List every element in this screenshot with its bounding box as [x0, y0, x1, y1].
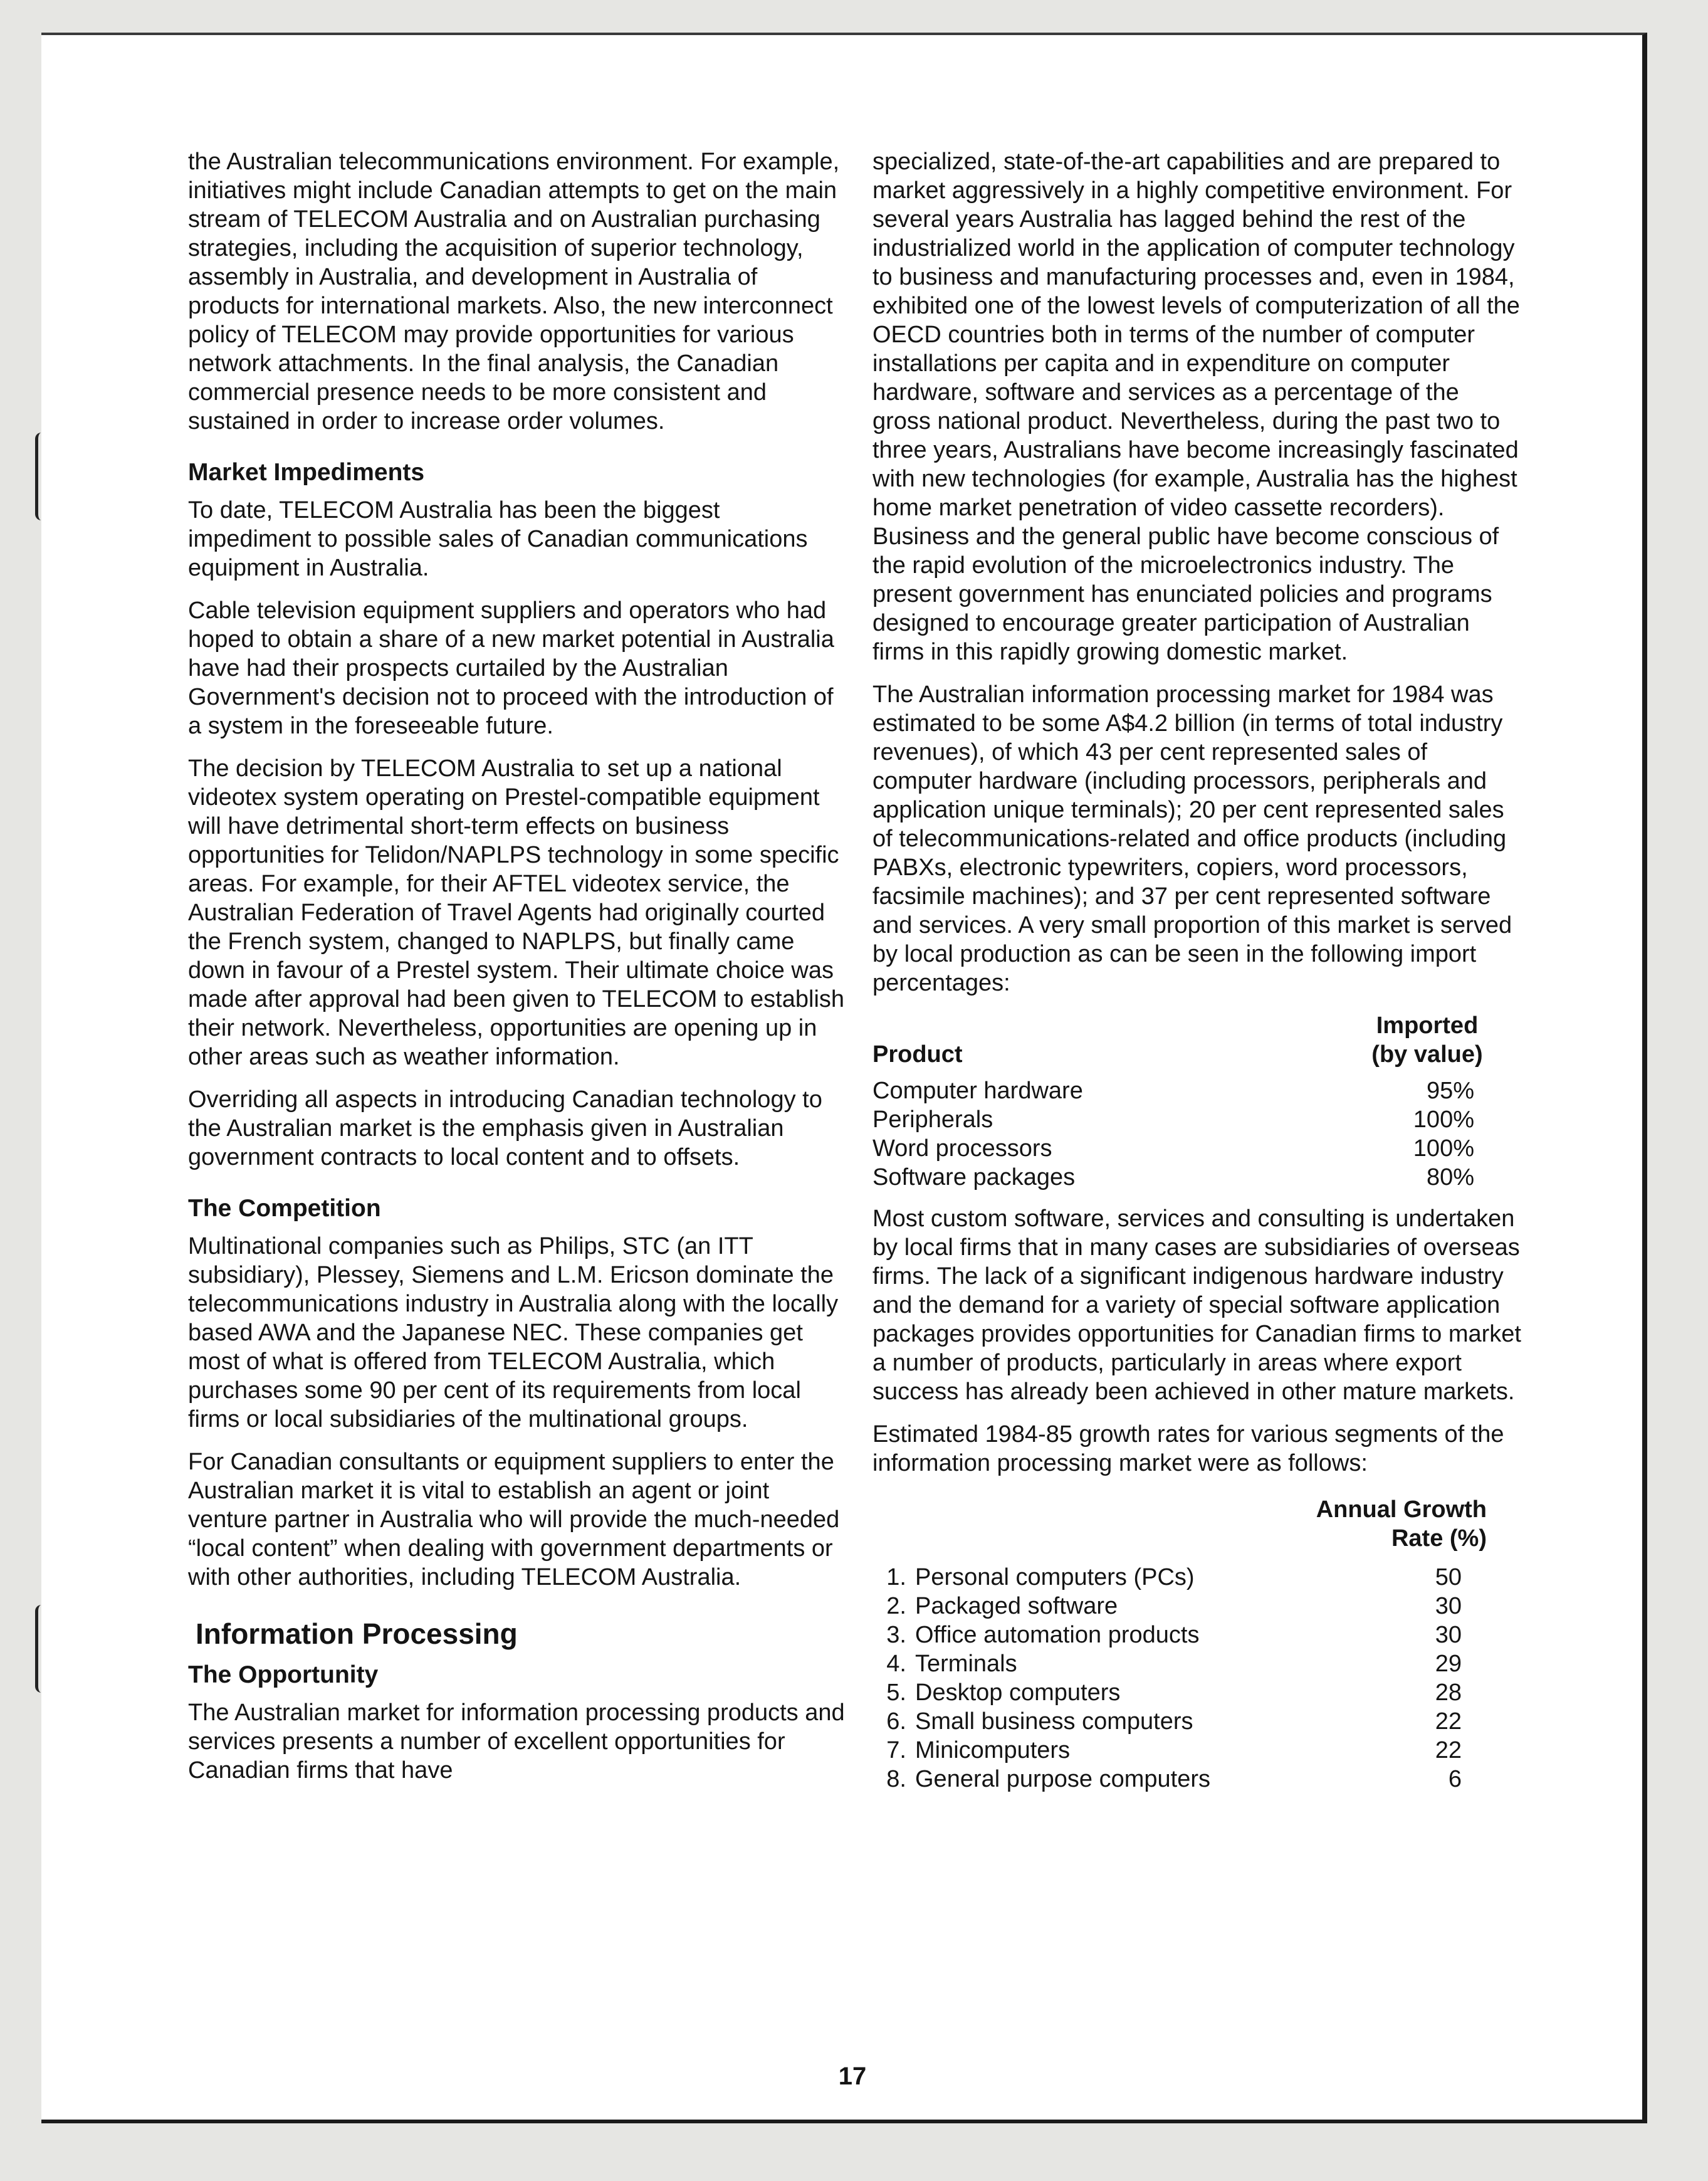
paragraph: Most custom software, services and consulting is undertaken by local firms that in many cases are subsidiaries of overseas firms. The lack of a significant indigenous hardware industry and the demand for a variety of special software application packages provides opportunities for Canadian firms to market a number of products, particularly in areas where export success has already been achieved in other mature markets. [872, 1206, 1521, 1405]
growth-segment-cell: General purpose computers [915, 1766, 1211, 1792]
growth-table-row [872, 1707, 1506, 1736]
paragraph: The Australian market for information processing products and services presents a number of excellent opportunities for Canadian firms that have [188, 1700, 845, 1784]
growth-row-number: 6. [886, 1708, 906, 1735]
paragraph: Cable television equipment suppliers and operators who had hoped to obtain a share of a new market potential in Australia have had their prospects curtailed by the Australian Government's decision not to proceed with the introduction of a system in the foreseeable future. [188, 597, 834, 739]
growth-header-line2: Rate (%) [1391, 1525, 1487, 1552]
opportunity-body [188, 1698, 846, 1785]
growth-rate-cell: 30 [1435, 1622, 1462, 1648]
import-value-cell: 100% [1413, 1106, 1474, 1133]
growth-table-row [872, 1736, 1506, 1765]
left-column [188, 147, 846, 1799]
right-body-2 [872, 1204, 1521, 1478]
opportunity-heading: The Opportunity [188, 1661, 379, 1688]
import-value-cell: 95% [1426, 1078, 1474, 1104]
growth-segment-cell: Small business computers [915, 1708, 1193, 1735]
paragraph: The decision by TELECOM Australia to set up a national videotex system operating on Prestel-compatible equipment will have detrimental short-term effects on business opportunities for Telidon/NAPLPS technology in some specific areas. For example, for their AFTEL videotex service, the Australian Federation of Travel Agents had originally courted the French system, changed to NAPLPS, but finally came down in favour of a Prestel system. Their ultimate choice was made after approval had been given to TELECOM to establish their network. Nevertheless, opportunities are opening up in other areas such as weather information. [188, 755, 845, 1070]
paragraph: specialized, state-of-the-art capabilities and are prepared to market aggressively in a highly competitive environment. For several years Australia has lagged behind the rest of the industrialized world in the application of computer technology to business and manufacturing processes and, even in 1984, exhibited one of the lowest levels of computerization of all the OECD countries both in terms of the number of computer installations per capita and in expenditure on computer hardware, software and services as a percentage of the gross national product. Nevertheless, during the past two to three years, Australians have become increasingly fascinated with new technologies (for example, Australia has the highest home market penetration of video cassette recorders). Business and the general public have become conscious of the rapid evolution of the microelectronics industry. The present government has enunciated policies and programs designed to encourage greater participation of Australian firms in this rapidly growing domestic market. [872, 149, 1520, 665]
import-table-header [872, 1011, 1506, 1069]
growth-row-number: 8. [886, 1766, 906, 1792]
import-table-row [872, 1076, 1506, 1105]
paragraph: Multinational companies such as Philips, STC (an ITT subsidiary), Plessey, Siemens and L.M. Ericson dominate the telecommunications industry in Australia along with the locally based AWA and the Japanese NEC. These companies get most of what is offered from TELECOM Australia, which purchases some 90 per cent of its requirements from local firms or local subsidiaries of the multinational groups. [188, 1233, 839, 1432]
growth-rate-cell: 22 [1435, 1737, 1462, 1763]
growth-segment-cell: Office automation products [915, 1622, 1200, 1648]
import-table-row [872, 1105, 1506, 1134]
growth-row-number: 5. [886, 1679, 906, 1706]
imported-header-line2: (by value) [1371, 1041, 1483, 1068]
growth-table [872, 1495, 1506, 1794]
growth-segment-cell: Minicomputers [915, 1737, 1071, 1763]
right-column [872, 147, 1521, 1794]
right-body-1 [872, 147, 1521, 997]
growth-header-line1: Annual Growth [1316, 1496, 1487, 1523]
import-product-cell: Peripherals [872, 1106, 993, 1133]
growth-table-row [872, 1649, 1506, 1678]
import-value-cell: 80% [1426, 1164, 1474, 1190]
import-table-row [872, 1134, 1506, 1163]
growth-row-number: 1. [886, 1564, 906, 1590]
growth-rate-cell: 29 [1435, 1651, 1462, 1677]
growth-rate-cell: 28 [1435, 1679, 1462, 1706]
competition-body [188, 1232, 846, 1592]
import-table-rows [872, 1076, 1506, 1192]
growth-table-row [872, 1592, 1506, 1621]
paragraph: Estimated 1984-85 growth rates for various segments of the information processing market were as follows: [872, 1421, 1504, 1476]
import-table-imported-header [1349, 1011, 1506, 1069]
growth-segment-cell: Personal computers (PCs) [915, 1564, 1195, 1590]
growth-segment-cell: Packaged software [915, 1593, 1118, 1619]
growth-table-row [872, 1621, 1506, 1649]
growth-table-rows [872, 1563, 1506, 1794]
growth-row-number: 3. [886, 1622, 906, 1648]
import-table-row [872, 1163, 1506, 1192]
growth-rate-cell: 50 [1435, 1564, 1462, 1590]
imported-header-line1: Imported [1376, 1012, 1479, 1039]
import-product-cell: Computer hardware [872, 1078, 1083, 1104]
import-value-cell: 100% [1413, 1135, 1474, 1162]
import-product-cell: Software packages [872, 1164, 1076, 1190]
growth-row-number: 2. [886, 1593, 906, 1619]
paragraph: Overriding all aspects in introducing Canadian technology to the Australian market is the emphasis given in Australian government contracts to local content and to offsets. [188, 1086, 822, 1170]
growth-table-header [872, 1495, 1506, 1553]
growth-table-row [872, 1765, 1506, 1794]
growth-rate-cell: 6 [1448, 1766, 1462, 1792]
information-processing-heading: Information Processing [196, 1617, 518, 1650]
growth-table-row [872, 1678, 1506, 1707]
growth-rate-cell: 30 [1435, 1593, 1462, 1619]
import-product-cell: Word processors [872, 1135, 1052, 1162]
market-impediments-body [188, 496, 846, 1172]
import-table [872, 1011, 1506, 1192]
paragraph: the Australian telecommunications environment. For example, initiatives might include Canadian attempts to get on the main stream of TELECOM Australia and on Australian purchasing strategies, including the acquisition of superior technology, assembly in Australia, and development in Australia of products for international markets. Also, the new interconnect policy of TELECOM may provide opportunities for various network attachments. In the final analysis, the Canadian commercial presence needs to be more consistent and sustained in order to increase order volumes. [188, 149, 840, 434]
growth-table-row [872, 1563, 1506, 1592]
paragraph: For Canadian consultants or equipment suppliers to enter the Australian market it is vital to establish an agent or joint venture partner in Australia who will provide the much-needed “local content” when dealing with government departments or with other authorities, including TELECOM Australia. [188, 1449, 840, 1590]
market-impediments-heading: Market Impediments [188, 459, 425, 486]
growth-segment-cell: Desktop computers [915, 1679, 1121, 1706]
paragraph: To date, TELECOM Australia has been the biggest impediment to possible sales of Canadian communications equipment in Australia. [188, 497, 808, 581]
intro-continuation [188, 147, 846, 436]
page-number: 17 [838, 2063, 867, 2090]
growth-row-number: 7. [886, 1737, 906, 1763]
growth-rate-cell: 22 [1435, 1708, 1462, 1735]
paragraph: The Australian information processing market for 1984 was estimated to be some A$4.2 billion (in terms of total industry revenues), of which 43 per cent represented sales of computer hardware (including processors, peripherals and application unique terminals); 20 per cent represented sales of telecommunications-related and office products (including PABXs, electronic typewriters, copiers, word processors, facsimile machines); and 37 per cent represented software and services. A very small proportion of this market is served by local production as can be seen in the following import percentages: [872, 681, 1512, 996]
competition-heading: The Competition [188, 1195, 381, 1222]
growth-row-number: 4. [886, 1651, 906, 1677]
import-table-product-header: Product [872, 1041, 963, 1068]
growth-segment-cell: Terminals [915, 1651, 1017, 1677]
